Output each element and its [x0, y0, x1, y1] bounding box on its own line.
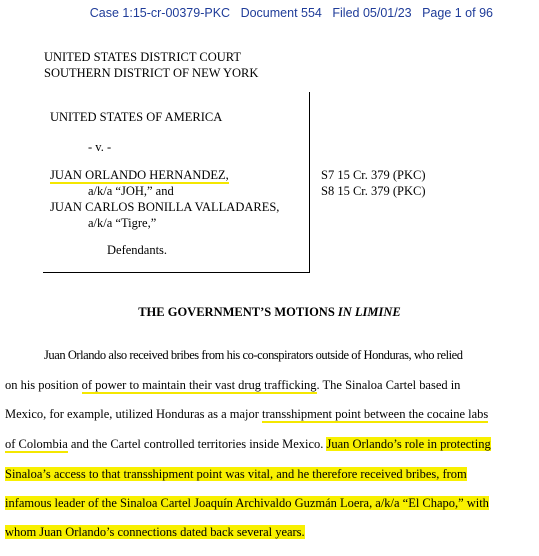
defendant-2: JUAN CARLOS BONILLA VALLADARES,: [50, 200, 280, 214]
defendant-1: [50, 167, 229, 183]
document-title: [0, 305, 539, 320]
title-main: THE GOVERNMENT’S MOTIONS: [138, 305, 338, 319]
court-name: [44, 49, 258, 81]
body-line-3-a: Mexico, for example, utilized Honduras as a major: [5, 407, 263, 421]
plaintiff: UNITED STATES OF AMERICA: [50, 110, 223, 124]
underlined-power-phrase: of power to maintain their vast drug trafficking: [81, 378, 317, 392]
court-line-2: SOUTHERN DISTRICT OF NEW YORK: [44, 66, 259, 80]
body-line-1: Juan Orlando also received bribes from his co-conspirators outside of Honduras, who relied: [44, 348, 463, 362]
court-line-1: UNITED STATES DISTRICT COURT: [44, 50, 241, 64]
case-number-s8: S8 15 Cr. 379 (PKC): [321, 184, 426, 198]
highlighted-text-3: infamous leader of the Sinaloa Cartel Joaquín Archivaldo Guzmán Loera, a/k/a “El Chapo,” with: [5, 496, 489, 510]
body-line-7: [5, 525, 505, 540]
body-line-4-b: and the Cartel controlled territories inside Mexico.: [67, 437, 327, 451]
underlined-transshipment-phrase: transshipment point between the cocaine labs: [262, 407, 489, 421]
defendant-1-name: JUAN ORLANDO HERNANDEZ,: [50, 168, 229, 182]
body-line-4: [5, 437, 505, 452]
body-line-2-c: . The Sinaloa Cartel based in: [316, 378, 461, 392]
body-line-2: [5, 378, 505, 393]
alias-1: a/k/a “JOH,” and: [88, 184, 174, 198]
underlined-colombia: of Colombia: [5, 437, 68, 451]
document-number: Document 554: [240, 6, 322, 20]
body-line-6: [5, 496, 505, 511]
highlighted-text-2: Sinaloa’s access to that transshipment point was vital, and he therefore received bribes, from: [5, 467, 467, 481]
filing-header: [0, 6, 539, 20]
highlighted-text-4: whom Juan Orlando’s connections dated back several years.: [5, 525, 305, 539]
highlighted-text-1: Juan Orlando’s role in protecting: [326, 437, 491, 451]
defendants-label: Defendants.: [107, 243, 168, 257]
alias-2: a/k/a “Tigre,”: [88, 216, 157, 230]
case-numbers: [321, 167, 426, 199]
body-line-3: [5, 407, 505, 422]
filed-date: Filed 05/01/23: [332, 6, 412, 20]
case-number-s7: S7 15 Cr. 379 (PKC): [321, 168, 426, 182]
page-count: Page 1 of 96: [422, 6, 493, 20]
body-line-5: [5, 467, 505, 482]
versus: - v. -: [88, 140, 112, 154]
body-line-2-a: on his position: [5, 378, 82, 392]
case-number: Case 1:15-cr-00379-PKC: [89, 6, 231, 20]
title-italic: IN LIMINE: [337, 305, 401, 319]
